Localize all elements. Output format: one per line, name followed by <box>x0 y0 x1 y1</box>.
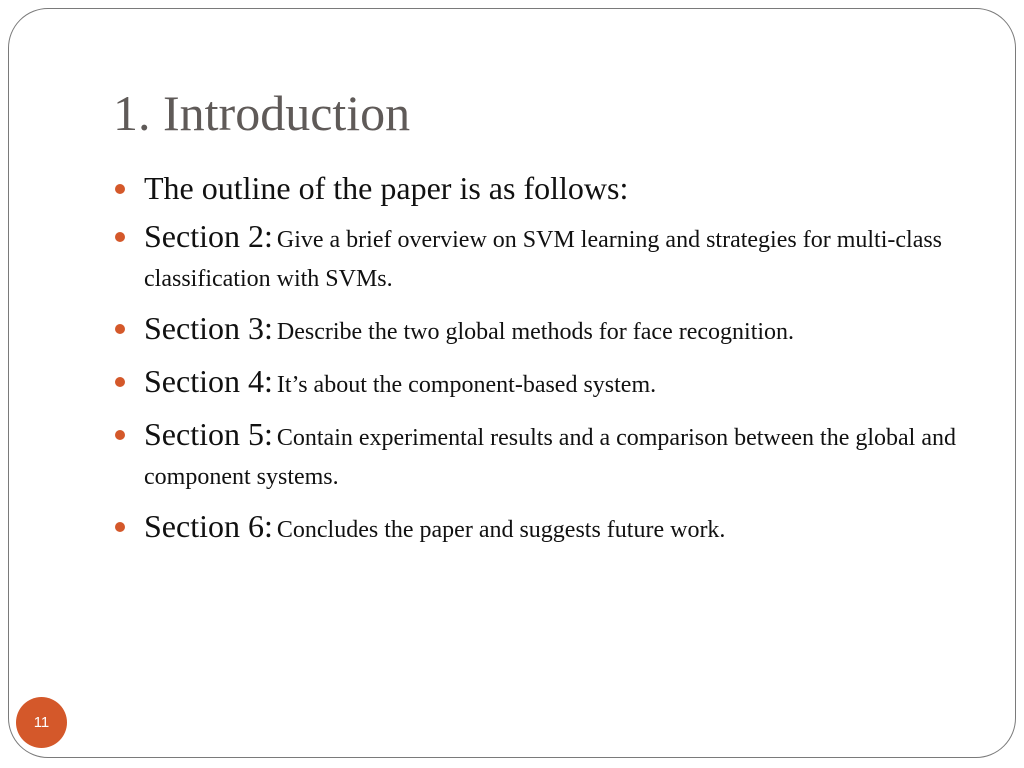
bullet-section-text: Give a brief overview on SVM learning and strategies for multi-class classification with SVMs. <box>144 227 943 292</box>
bullet-dot-icon <box>115 377 125 387</box>
bullet-section-label: Section 2: <box>144 218 273 254</box>
bullet-text: The outline of the paper is as follows: <box>144 170 629 206</box>
bullet-section-text: Concludes the paper and suggests future work. <box>276 517 726 543</box>
bullet-section-label: Section 3: <box>144 310 273 346</box>
bullet-list <box>114 170 966 561</box>
slide-title: 1. Introduction <box>113 85 411 141</box>
bullet-section-label: Section 6: <box>144 508 273 544</box>
bullet-dot-icon <box>115 232 125 242</box>
bullet-outline <box>114 170 966 206</box>
bullet-section-4 <box>114 363 966 406</box>
page-number-badge: 11 <box>16 697 67 748</box>
bullet-section-label: Section 5: <box>144 416 273 452</box>
bullet-section-text: Describe the two global methods for face recognition. <box>276 319 795 345</box>
bullet-section-6 <box>114 508 966 551</box>
bullet-section-5 <box>114 416 966 498</box>
bullet-section-label: Section 4: <box>144 363 273 399</box>
bullet-dot-icon <box>115 184 125 194</box>
bullet-section-3 <box>114 310 966 353</box>
bullet-dot-icon <box>115 430 125 440</box>
bullet-section-text: It’s about the component-based system. <box>276 372 657 398</box>
bullet-dot-icon <box>115 324 125 334</box>
bullet-section-2 <box>114 218 966 300</box>
bullet-section-text: Contain experimental results and a comparison between the global and component systems. <box>144 425 956 490</box>
bullet-dot-icon <box>115 522 125 532</box>
